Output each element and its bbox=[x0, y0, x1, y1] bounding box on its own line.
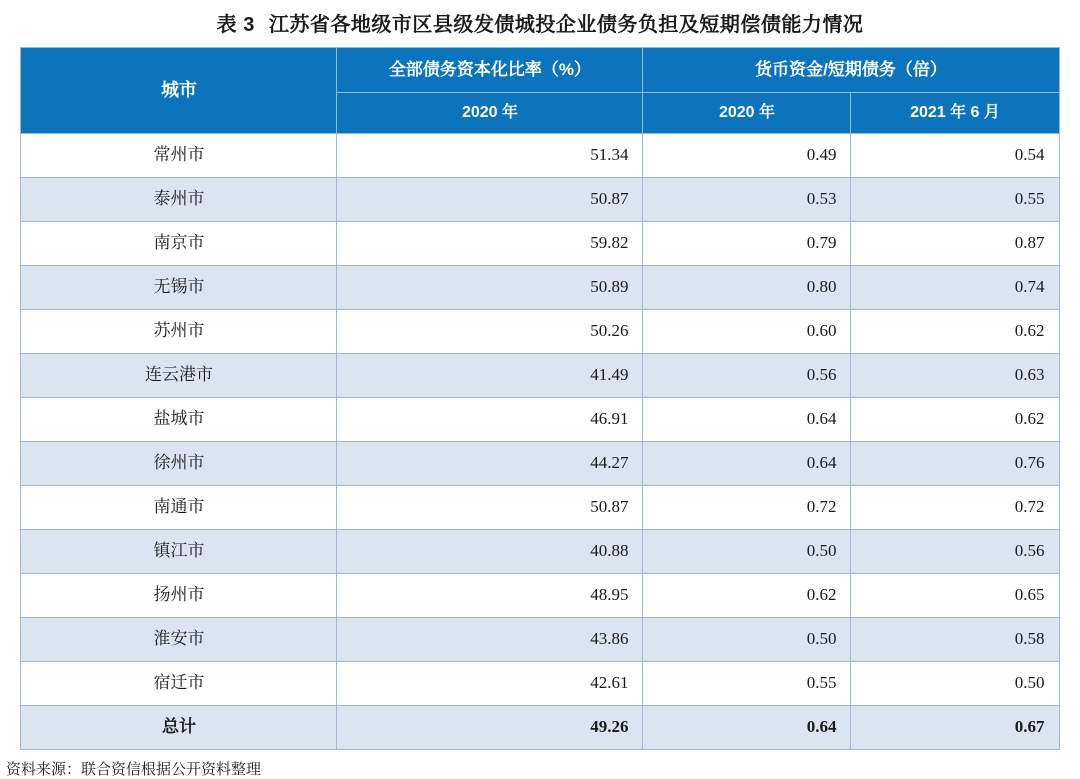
cell-cover2020: 0.62 bbox=[643, 574, 851, 618]
cell-city: 连云港市 bbox=[21, 354, 337, 398]
cell-city: 总计 bbox=[21, 706, 337, 750]
cell-cover2021h1: 0.65 bbox=[851, 574, 1059, 618]
table-body bbox=[21, 134, 1059, 750]
cell-city: 南京市 bbox=[21, 222, 337, 266]
table-row bbox=[21, 398, 1059, 442]
cell-cover2020: 0.79 bbox=[643, 222, 851, 266]
cell-cover2020: 0.49 bbox=[643, 134, 851, 178]
cell-city: 淮安市 bbox=[21, 618, 337, 662]
cell-cover2020: 0.64 bbox=[643, 398, 851, 442]
table-header bbox=[21, 48, 1059, 134]
table-row bbox=[21, 222, 1059, 266]
table-number: 表 3 bbox=[216, 14, 255, 36]
table-row bbox=[21, 354, 1059, 398]
table-row bbox=[21, 618, 1059, 662]
cell-cover2021h1: 0.56 bbox=[851, 530, 1059, 574]
cell-ratio2020: 44.27 bbox=[337, 442, 643, 486]
table-header-row-top bbox=[21, 48, 1059, 93]
table-row bbox=[21, 574, 1059, 618]
table-row-total bbox=[21, 706, 1059, 750]
cell-ratio2020: 42.61 bbox=[337, 662, 643, 706]
table-row bbox=[21, 662, 1059, 706]
cell-ratio2020: 40.88 bbox=[337, 530, 643, 574]
cell-cover2021h1: 0.63 bbox=[851, 354, 1059, 398]
column-subheader-cover-2021h1: 2021 年 6 月 bbox=[851, 93, 1059, 134]
debt-burden-table bbox=[20, 47, 1059, 750]
cell-city: 南通市 bbox=[21, 486, 337, 530]
cell-cover2021h1: 0.54 bbox=[851, 134, 1059, 178]
table-row bbox=[21, 266, 1059, 310]
cell-cover2021h1: 0.55 bbox=[851, 178, 1059, 222]
cell-ratio2020: 59.82 bbox=[337, 222, 643, 266]
cell-ratio2020: 50.87 bbox=[337, 178, 643, 222]
cell-city: 宿迁市 bbox=[21, 662, 337, 706]
cell-city: 常州市 bbox=[21, 134, 337, 178]
cell-cover2020: 0.53 bbox=[643, 178, 851, 222]
cell-city: 无锡市 bbox=[21, 266, 337, 310]
table-row bbox=[21, 442, 1059, 486]
cell-cover2020: 0.60 bbox=[643, 310, 851, 354]
cell-cover2020: 0.50 bbox=[643, 618, 851, 662]
column-header-group-cash-coverage: 货币资金/短期债务（倍） bbox=[643, 48, 1059, 93]
cell-cover2020: 0.55 bbox=[643, 662, 851, 706]
cell-cover2021h1: 0.50 bbox=[851, 662, 1059, 706]
cell-city: 镇江市 bbox=[21, 530, 337, 574]
cell-ratio2020: 49.26 bbox=[337, 706, 643, 750]
cell-cover2021h1: 0.76 bbox=[851, 442, 1059, 486]
cell-cover2020: 0.72 bbox=[643, 486, 851, 530]
table-row bbox=[21, 530, 1059, 574]
cell-cover2020: 0.64 bbox=[643, 706, 851, 750]
cell-city: 泰州市 bbox=[21, 178, 337, 222]
cell-cover2021h1: 0.62 bbox=[851, 398, 1059, 442]
source-note: 资料来源：联合资信根据公开资料整理 bbox=[6, 761, 262, 778]
cell-cover2020: 0.50 bbox=[643, 530, 851, 574]
table-row bbox=[21, 134, 1059, 178]
cell-cover2021h1: 0.58 bbox=[851, 618, 1059, 662]
cell-city: 徐州市 bbox=[21, 442, 337, 486]
cell-cover2021h1: 0.67 bbox=[851, 706, 1059, 750]
column-header-city: 城市 bbox=[21, 48, 337, 134]
table-row bbox=[21, 486, 1059, 530]
cell-city: 扬州市 bbox=[21, 574, 337, 618]
cell-ratio2020: 50.87 bbox=[337, 486, 643, 530]
cell-ratio2020: 46.91 bbox=[337, 398, 643, 442]
cell-cover2021h1: 0.72 bbox=[851, 486, 1059, 530]
page-title bbox=[0, 0, 1080, 47]
column-subheader-cover-2020: 2020 年 bbox=[643, 93, 851, 134]
cell-ratio2020: 48.95 bbox=[337, 574, 643, 618]
table-row bbox=[21, 310, 1059, 354]
cell-ratio2020: 50.89 bbox=[337, 266, 643, 310]
cell-city: 苏州市 bbox=[21, 310, 337, 354]
cell-city: 盐城市 bbox=[21, 398, 337, 442]
cell-cover2020: 0.64 bbox=[643, 442, 851, 486]
cell-cover2021h1: 0.62 bbox=[851, 310, 1059, 354]
cell-ratio2020: 41.49 bbox=[337, 354, 643, 398]
cell-cover2021h1: 0.74 bbox=[851, 266, 1059, 310]
table-title-text: 江苏省各地级市区县级发债城投企业债务负担及短期偿债能力情况 bbox=[268, 14, 864, 36]
cell-cover2020: 0.80 bbox=[643, 266, 851, 310]
cell-ratio2020: 50.26 bbox=[337, 310, 643, 354]
cell-ratio2020: 43.86 bbox=[337, 618, 643, 662]
column-header-group-debt-ratio: 全部债务资本化比率（%） bbox=[337, 48, 643, 93]
column-subheader-ratio-2020: 2020 年 bbox=[337, 93, 643, 134]
cell-cover2021h1: 0.87 bbox=[851, 222, 1059, 266]
cell-cover2020: 0.56 bbox=[643, 354, 851, 398]
cell-ratio2020: 51.34 bbox=[337, 134, 643, 178]
table-row bbox=[21, 178, 1059, 222]
